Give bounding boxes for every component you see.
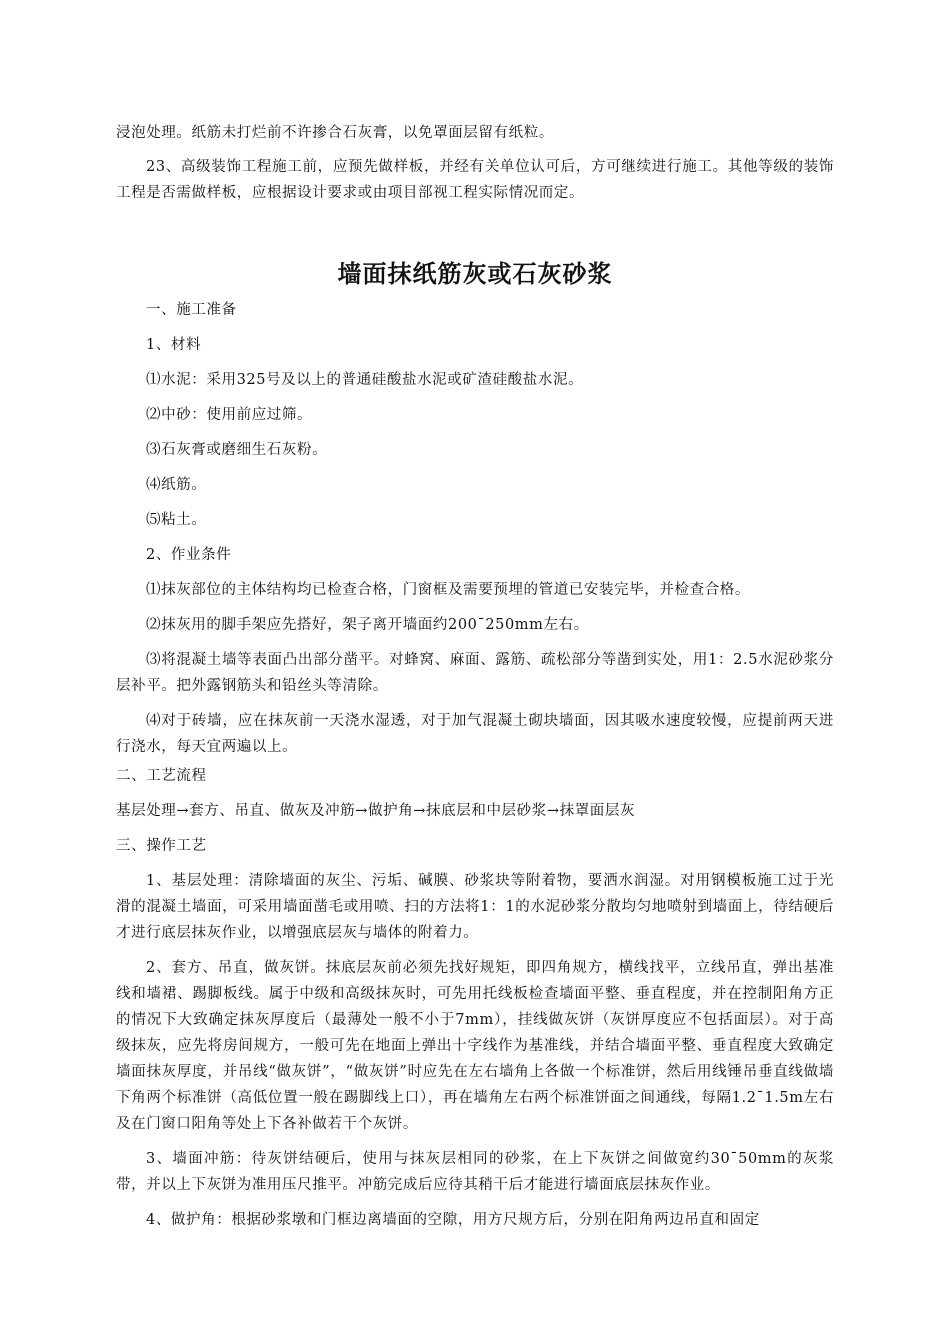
process-flow: 基层处理→套方、吊直、做灰及冲筋→做护角→抹底层和中层砂浆→抹罩面层灰 <box>116 803 636 819</box>
section-operation <box>116 833 834 1233</box>
list-item: ⑵抹灰用的脚手架应先搭好，架子离开墙面约200¯250mm左右。 <box>146 617 589 633</box>
list-item: ⑸粘土。 <box>146 512 207 528</box>
list-item: ⑴抹灰部位的主体结构均已检查合格，门窗框及需要预埋的管道已安装完毕，并检查合格。 <box>146 582 750 598</box>
list-item: ⑴水泥：采用325号及以上的普通硅酸盐水泥或矿渣硅酸盐水泥。 <box>146 372 584 388</box>
paragraph: 23、高级装饰工程施工前，应预先做样板，并经有关单位认可后，方可继续进行施工。其他等级的装饰工程是否需做样板，应根据设计要求或由项目部视工程实际情况而定。 <box>116 159 834 201</box>
section-heading: 三、操作工艺 <box>116 838 207 854</box>
paragraph: 4、做护角：根据砂浆墩和门框边离墙面的空隙，用方尺规方后，分别在阳角两边吊直和固定 <box>146 1212 760 1228</box>
paragraph: 浸泡处理。纸筋未打烂前不许掺合石灰膏，以免罩面层留有纸粒。 <box>116 125 554 141</box>
section-heading: 二、工艺流程 <box>116 768 207 784</box>
list-item: ⑷对于砖墙，应在抹灰前一天浇水湿透，对于加气混凝土砌块墙面，因其吸水速度较慢，应提前两天进行浇水，每天宜两遍以上。 <box>116 713 834 755</box>
paragraph: 2、套方、吊直，做灰饼。抹底层灰前必须先找好规矩，即四角规方，横线找平，立线吊直，弹出基准线和墙裙、踢脚板线。属于中级和高级抹灰时，可先用托线板检查墙面平整、垂直程度，并在控制阳角方正的情况下大致确定抹灰厚度后（最薄处一般不小于7mm），挂线做灰饼（灰饼厚度应不包括面层）。对于高级抹灰，应先将房间规方，一般可先在地面上弹出十字线作为基准线，并结合墙面平整、垂直程度大致确定墙面抹灰厚度，并吊线“做灰饼”，“做灰饼”时应先在左右墙角上各做一个标准饼，然后用线锤吊垂直线做墙下角两个标准饼（高低位置一般在踢脚线上口），再在墙角左右两个标准饼面之间通线，每隔1.2¯1.5m左右及在门窗口阳角等处上下各补做若干个灰饼。 <box>116 960 834 1132</box>
subheading: 2、作业条件 <box>146 547 232 563</box>
section-process <box>116 763 834 824</box>
paragraph: 1、基层处理：清除墙面的灰尘、污垢、碱膜、砂浆块等附着物，要洒水润湿。对用钢模板施工过于光滑的混凝土墙面，可采用墙面凿毛或用喷、扫的方法将1：1的水泥砂浆分散均匀地喷射到墙面上，待结硬后才进行底层抹灰作业，以增强底层灰与墙体的附着力。 <box>116 873 834 941</box>
list-item: ⑷纸筋。 <box>146 477 207 493</box>
intro-block <box>116 120 834 206</box>
section-heading: 一、施工准备 <box>146 302 237 318</box>
list-item: ⑶将混凝土墙等表面凸出部分凿平。对蜂窝、麻面、露筋、疏松部分等凿到实处，用1：2.5水泥砂浆分层补平。把外露钢筋头和铅丝头等清除。 <box>116 652 834 694</box>
list-item: ⑶石灰膏或磨细生石灰粉。 <box>146 442 328 458</box>
section-preparation <box>116 297 834 760</box>
paragraph: 3、墙面冲筋：待灰饼结硬后，使用与抹灰层相同的砂浆，在上下灰饼之间做宽约30¯50mm的灰浆带，并以上下灰饼为准用压尺推平。冲筋完成后应待其稍干后才能进行墙面底层抹灰作业。 <box>116 1151 834 1193</box>
subheading: 1、材料 <box>146 337 202 353</box>
page-title: 墙面抹纸筋灰或石灰砂浆 <box>337 259 613 288</box>
list-item: ⑵中砂：使用前应过筛。 <box>146 407 313 423</box>
